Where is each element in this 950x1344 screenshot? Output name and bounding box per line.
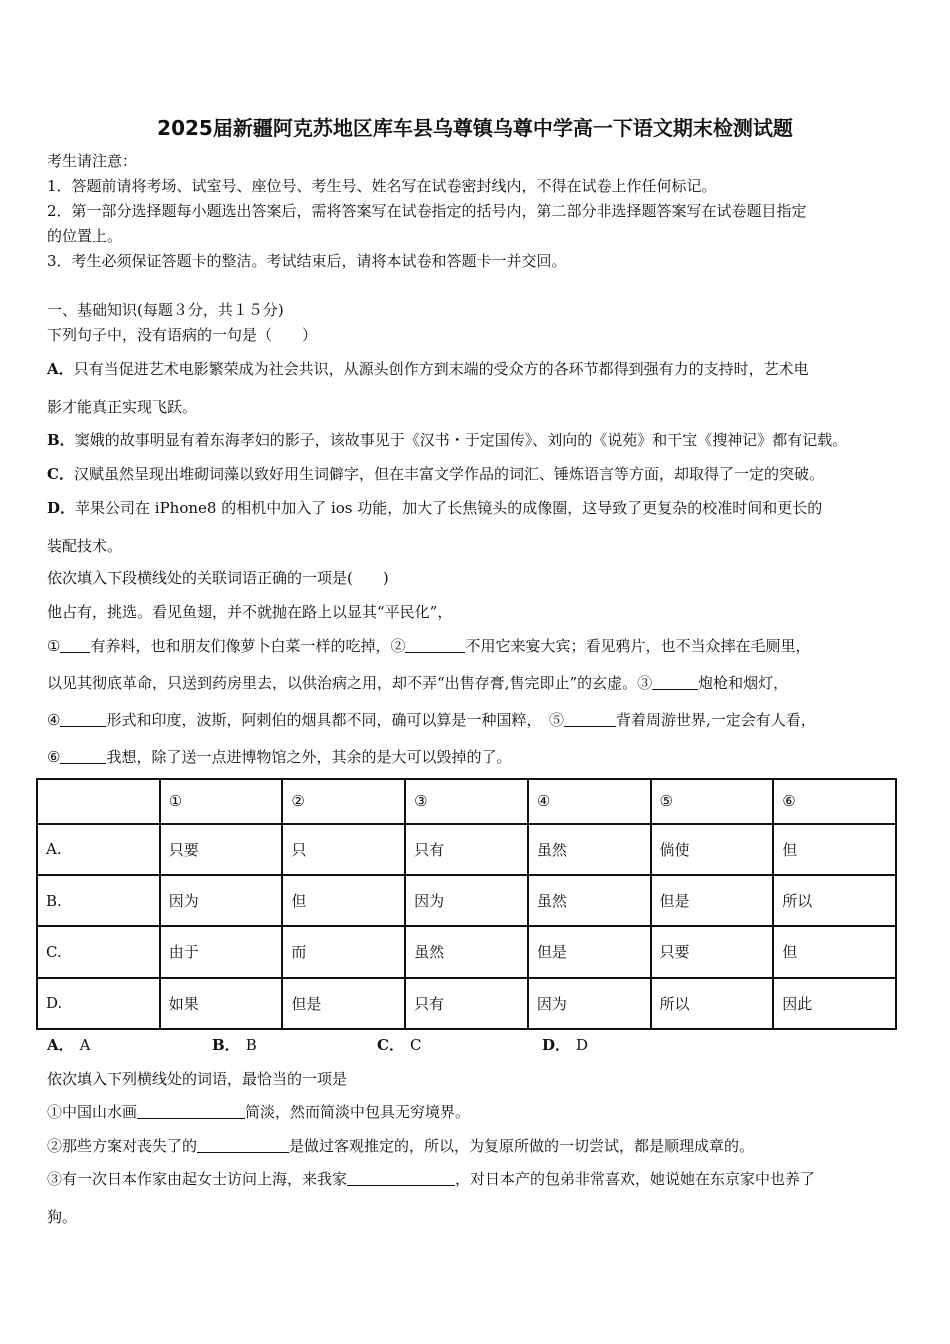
table-cell: 但 [773,926,896,977]
table-cell: A. [37,824,160,875]
q1-option-b-label: B． [47,431,75,449]
q3-sentence-1 [47,1101,470,1123]
table-header-cell: ③ [405,779,528,824]
q3-sentence-2-textb: 是做过客观推定的，所以，为复原所做的一切尝试，都是顺理成章的。 [289,1137,755,1155]
choice-a-value: A [79,1036,91,1054]
q1-option-b-text: 窦娥的故事明显有着东海孝妇的影子，该故事见于《汉书・于定国传》、刘向的《说苑》和干宝《搜神记》都有记载。 [74,431,848,449]
table-cell: 但是 [282,978,405,1029]
table-cell: 虽然 [528,875,651,926]
q2-passage-text-1: 有养料，也和朋友们像萝卜白菜一样的吃掉，② [90,637,406,655]
table-cell: C. [37,926,160,977]
section-heading: 一、基础知识(每题３分，共１５分) [47,301,284,319]
table-cell: 因为 [405,875,528,926]
q1-option-a-cont: 影才能真正实现飞跃。 [47,398,198,416]
choice-c-value: C [409,1036,422,1054]
q1-stem: 下列句子中，没有语病的一句是（ ） [47,326,318,344]
q2-passage-text-3: 形式和印度，波斯，阿剌伯的烟具都不同，确可以算是一种国粹， ⑤ [106,711,564,729]
q1-option-c [47,463,824,485]
q1-option-b [47,429,847,451]
choice-a-label: A． [47,1036,74,1054]
blank-5 [564,711,616,727]
table-header-row [37,779,896,824]
table-cell: 但是 [651,875,774,926]
blank-marker-4: ④ [47,711,61,729]
choice-a[interactable] [47,1034,212,1056]
table-cell: 虽然 [405,926,528,977]
answer-options-table [36,778,897,1030]
table-cell: 只 [282,824,405,875]
page-title: 2025届新疆阿克苏地区库车县乌尊镇乌尊中学高一下语文期末检测试题 [157,116,793,140]
table-cell: 只要 [160,824,283,875]
table-row [37,926,896,977]
table-cell: 但 [282,875,405,926]
table-row [37,978,896,1029]
notice-item-3: 3．考生必须保证答题卡的整洁。考试结束后，请将本试卷和答题卡一并交回。 [47,252,567,270]
q2-passage-text-2: 以见其彻底革命，只送到药房里去，以供治病之用，却不弄“出售存膏,售完即止”的玄虚。③ [47,674,653,692]
table-header-cell: ④ [528,779,651,824]
q3-sentence-2-text: ②那些方案对丧失了的 [47,1137,198,1155]
choice-b-label: B． [212,1036,240,1054]
q2-passage-line-0: 他占有，挑选。看见鱼翅，并不就抛在路上以显其“平民化”， [47,603,453,621]
table-header-cell: ① [160,779,283,824]
blank-4 [60,711,106,727]
q3-stem: 依次填入下列横线处的词语，最恰当的一项是 [47,1070,348,1088]
q2-passage-line-3 [47,709,816,731]
table-cell: B. [37,875,160,926]
table-cell: 而 [282,926,405,977]
q3-blank-2 [197,1137,289,1153]
table-header-cell: ⑥ [773,779,896,824]
notice-item-2: 2．第一部分选择题每小题选出答案后，需将答案写在试卷指定的括号内，第二部分非选择题答案写在试卷题目指定 [47,202,807,220]
table-cell: D. [37,978,160,1029]
table-header-cell: ② [282,779,405,824]
table-cell: 因为 [528,978,651,1029]
choice-b-value: B [245,1036,257,1054]
notice-heading: 考生请注意： [47,152,138,170]
table-header-cell [37,779,160,824]
q2-passage-text-4: 我想，除了送一点进博物馆之外，其余的是大可以毁掉的了。 [106,748,512,766]
q1-option-a-label: A． [47,360,74,378]
q2-passage-line-2 [47,672,788,694]
q1-option-a-text: 只有当促进艺术电影繁荣成为社会共识，从源头创作方到末端的受众方的各环节都得到强有力的支持时，艺术电 [73,360,809,378]
choice-d-value: D [576,1036,589,1054]
q1-option-d [47,497,822,519]
blank-2 [405,637,465,653]
q2-stem: 依次填入下段横线处的关联词语正确的一项是( ) [47,569,389,587]
choice-c[interactable] [377,1034,542,1056]
notice-item-2-cont: 的位置上。 [47,227,123,245]
table-cell: 如果 [160,978,283,1029]
table-cell: 只有 [405,824,528,875]
table-row [37,875,896,926]
notice-item-1: 1．答题前请将考场、试室号、座位号、考生号、姓名写在试卷密封线内，不得在试卷上作任何标记。 [47,177,717,195]
table-header-cell: ⑤ [651,779,774,824]
blank-1 [60,637,90,653]
q1-option-d-text: 苹果公司在 iPhone8 的相机中加入了 ios 功能，加大了长焦镜头的成像圈，这导致了更复杂的校准时间和更长的 [75,499,823,517]
q2-passage-text-3b: 背着周游世界,一定会有人看， [615,711,816,729]
q2-passage-line-4 [47,746,511,768]
table-cell: 只有 [405,978,528,1029]
q3-blank-1 [137,1103,245,1119]
choice-d-label: D． [542,1036,571,1054]
q1-option-d-cont: 装配技术。 [47,537,123,555]
q2-passage-text-2b: 炮枪和烟灯， [698,674,789,692]
table-cell: 但 [773,824,896,875]
table-cell: 因为 [160,875,283,926]
blank-6 [60,748,106,764]
q3-sentence-2 [47,1135,754,1157]
table-cell: 因此 [773,978,896,1029]
blank-marker-6: ⑥ [47,748,61,766]
blank-3 [652,674,698,690]
q1-option-d-label: D． [47,499,76,517]
table-cell: 由于 [160,926,283,977]
table-cell: 只要 [651,926,774,977]
q2-answer-choices [47,1034,707,1056]
q2-passage-line-1 [47,635,810,657]
q3-sentence-1-textb: 简淡，然而简淡中包具无穷境界。 [245,1103,471,1121]
choice-c-label: C． [377,1036,404,1054]
q3-sentence-1-text: ①中国山水画 [47,1103,138,1121]
table-cell: 所以 [651,978,774,1029]
q3-sentence-3-text: ③有一次日本作家由起女士访问上海，来我家 [47,1170,348,1188]
q2-passage-text-1b: 不用它来宴大宾；看见鸦片，也不当众摔在毛厕里， [465,637,811,655]
blank-marker-1: ① [47,637,61,655]
q3-sentence-3-cont: 狗。 [47,1208,78,1226]
q1-option-c-text: 汉赋虽然呈现出堆砌词藻以致好用生词僻字，但在丰富文学作品的词汇、锤炼语言等方面，却取得了一定的突破。 [73,465,824,483]
table-cell: 虽然 [528,824,651,875]
table-row [37,824,896,875]
q1-option-c-label: C． [47,465,74,483]
table-cell: 所以 [773,875,896,926]
choice-b[interactable] [212,1034,377,1056]
q3-sentence-3 [47,1168,815,1190]
table-cell: 倘使 [651,824,774,875]
table-cell: 但是 [528,926,651,977]
q1-option-a [47,358,809,380]
q3-sentence-3-textb: ，对日本产的包弟非常喜欢，她说她在东京家中也养了 [455,1170,816,1188]
choice-d[interactable] [542,1034,707,1056]
q3-blank-3 [347,1170,455,1186]
